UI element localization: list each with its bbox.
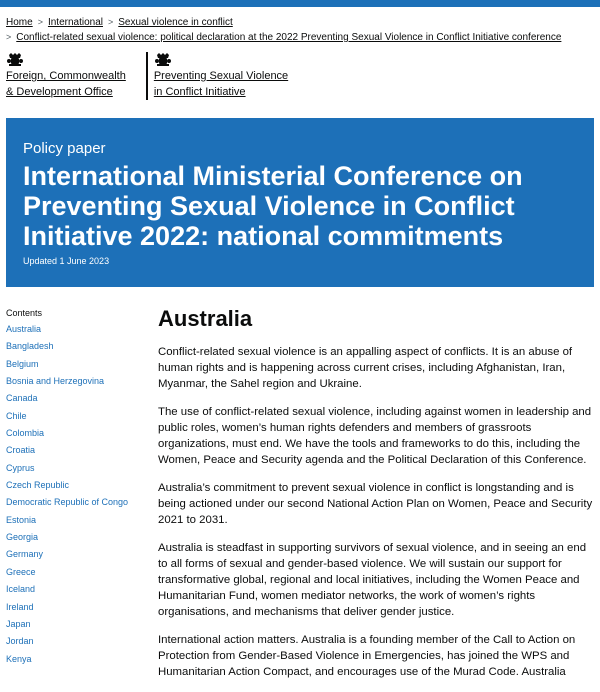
breadcrumb-home-link[interactable]: Home — [6, 17, 33, 28]
section-paragraph: Conflict-related sexual violence is an appalling aspect of conflicts. It is an abuse of human rights and is happening across current crises, including Afghanistan, Iran, Myanmar, the Sahel region and Ukraine. — [158, 346, 573, 390]
contents-item — [6, 513, 151, 530]
document-type: Policy paper — [23, 140, 106, 157]
section-heading: Australia — [158, 306, 253, 331]
contents-link-canada[interactable]: Canada — [6, 393, 38, 404]
contents-link-ireland[interactable]: Ireland — [6, 601, 34, 612]
contents-link-bosnia[interactable]: Bosnia and Herzegovina — [6, 376, 105, 387]
updated-date: Updated 1 June 2023 — [23, 256, 110, 266]
contents-link-cyprus[interactable]: Cyprus — [6, 462, 35, 473]
contents-item — [6, 339, 151, 356]
section-paragraph: Australia’s commitment to prevent sexual violence in conflict is longstanding and is being actioned under our second National Action Plan on Women, Peace and Security 2021 to 2031. — [158, 482, 593, 526]
contents-item — [6, 617, 151, 634]
contents-item — [6, 582, 151, 599]
contents-title: Contents — [6, 308, 43, 318]
organisation-fcdo-line-1: Foreign, Commonwealth — [6, 70, 126, 82]
organisation-psvi-line-2: in Conflict Initiative — [153, 86, 246, 98]
page-title: International Ministerial Conference on Preventing Sexual Violence in Conflict Initiative 2022: national commitments — [23, 161, 523, 251]
contents-link-jordan[interactable]: Jordan — [6, 636, 34, 647]
organisation-psvi-link[interactable] — [154, 68, 288, 100]
organisation-psvi — [146, 52, 288, 100]
contents-link-bangladesh[interactable]: Bangladesh — [6, 341, 54, 352]
contents-item — [6, 495, 151, 512]
contents-items — [6, 322, 151, 669]
breadcrumb-sexual-violence-link[interactable]: Sexual violence in conflict — [118, 17, 233, 28]
contents-list — [6, 306, 151, 669]
contents-link-germany[interactable]: Germany — [6, 549, 44, 560]
breadcrumb-current-link[interactable]: Conflict-related sexual violence: political declaration at the 2022 Preventing Sexual Violence in Conflict Initiative conference — [16, 32, 562, 43]
contents-link-australia[interactable]: Australia — [6, 324, 42, 334]
contents-item — [6, 461, 151, 478]
section-paragraph: Australia is steadfast in supporting survivors of sexual violence, and in seeing an end to all forms of sexual and gender-based violence. We will sustain our support for transformative global, regional and local initiatives, including the Women Peace and Humanitarian Fund, women mediator networks, the work of women’s rights organisations, and mechanisms that deliver gender justice. — [158, 542, 587, 618]
organisation-fcdo-link[interactable] — [6, 68, 126, 100]
breadcrumb-line-2 — [6, 30, 596, 45]
contents-link-chile[interactable]: Chile — [6, 410, 27, 421]
contents-item — [6, 322, 151, 339]
organisation-logos — [6, 52, 308, 100]
contents-item — [6, 600, 151, 617]
contents-item — [6, 409, 151, 426]
breadcrumb-international-link[interactable]: International — [47, 17, 103, 28]
contents-link-georgia[interactable]: Georgia — [6, 532, 39, 543]
contents-link-greece[interactable]: Greece — [6, 566, 36, 577]
contents-link-iceland[interactable]: Iceland — [6, 584, 36, 595]
title-banner — [6, 118, 594, 287]
royal-crest-icon — [6, 52, 24, 66]
contents-link-croatia[interactable]: Croatia — [6, 445, 36, 456]
contents-link-drc[interactable]: Democratic Republic of Congo — [6, 497, 129, 508]
header-accent-bar — [0, 0, 600, 7]
contents-item — [6, 391, 151, 408]
main-content — [158, 305, 596, 692]
contents-link-belgium[interactable]: Belgium — [6, 358, 39, 369]
contents-link-kenya[interactable]: Kenya — [6, 653, 32, 664]
organisation-fcdo — [6, 52, 126, 100]
contents-item — [6, 652, 151, 669]
organisation-psvi-line-1: Preventing Sexual Violence — [153, 70, 289, 82]
contents-item — [6, 547, 151, 564]
section-paragraph: The use of conflict-related sexual violence, including against women in leadership and public roles, women’s human rights defenders and members of grassroots organizations, must end. We have the tools and frameworks to do this, including the Women, Peace and Security agenda and the Political Declaration of this Conference. — [158, 406, 592, 466]
contents-link-czech-republic[interactable]: Czech Republic — [6, 480, 70, 491]
breadcrumb — [6, 15, 596, 45]
chevron-right-icon: > — [6, 32, 12, 42]
contents-item — [6, 426, 151, 443]
contents-item — [6, 443, 151, 460]
contents-link-japan[interactable]: Japan — [6, 618, 31, 629]
chevron-right-icon: > — [37, 17, 43, 27]
contents-link-colombia[interactable]: Colombia — [6, 428, 45, 439]
contents-item — [6, 478, 151, 495]
contents-item — [6, 530, 151, 547]
section-paragraph: International action matters. Australia is a founding member of the Call to Action on Protection from Gender-Based Violence in Emergencies, has joined the WPS and Humanitarian Action Compact, and encourages use of the Murad Code. Australia — [158, 634, 576, 678]
contents-item — [6, 357, 151, 374]
contents-link-estonia[interactable]: Estonia — [6, 514, 37, 525]
royal-crest-icon — [154, 52, 172, 66]
contents-item — [6, 374, 151, 391]
contents-item — [6, 565, 151, 582]
organisation-fcdo-line-2: & Development Office — [6, 86, 113, 98]
breadcrumb-line-1 — [6, 15, 596, 30]
contents-item — [6, 634, 151, 651]
chevron-right-icon: > — [108, 17, 114, 27]
